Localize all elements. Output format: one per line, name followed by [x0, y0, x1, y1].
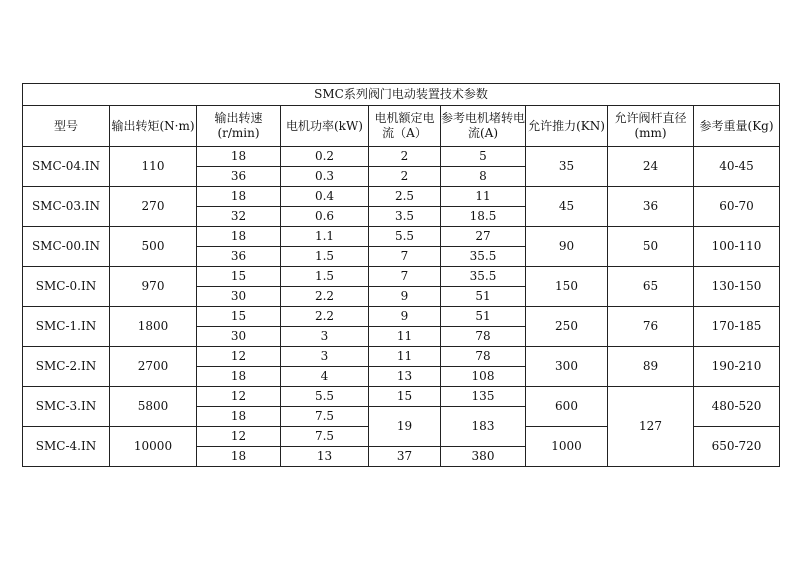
thrust-cell: 600 — [526, 387, 608, 427]
stall-current-cell: 78 — [441, 327, 526, 347]
rated-current-cell: 5.5 — [369, 227, 441, 247]
rated-current-cell: 7 — [369, 267, 441, 287]
stall-current-cell: 18.5 — [441, 207, 526, 227]
speed-cell: 30 — [197, 287, 281, 307]
model-cell: SMC-2.IN — [23, 347, 110, 387]
thrust-cell: 45 — [526, 187, 608, 227]
header-torque: 输出转矩(N·m) — [110, 106, 197, 147]
power-cell: 0.2 — [281, 147, 369, 167]
rated-current-cell: 2 — [369, 167, 441, 187]
rated-current-cell: 13 — [369, 367, 441, 387]
power-cell: 1.5 — [281, 267, 369, 287]
table-row — [23, 187, 780, 207]
stem-cell: 76 — [608, 307, 694, 347]
rated-current-cell: 3.5 — [369, 207, 441, 227]
power-cell: 1.1 — [281, 227, 369, 247]
stall-current-cell: 108 — [441, 367, 526, 387]
thrust-cell: 35 — [526, 147, 608, 187]
header-rated-current: 电机额定电流（A） — [369, 106, 441, 147]
weight-cell: 60-70 — [694, 187, 780, 227]
speed-cell: 32 — [197, 207, 281, 227]
header-power: 电机功率(kW) — [281, 106, 369, 147]
model-cell: SMC-03.IN — [23, 187, 110, 227]
model-cell: SMC-3.IN — [23, 387, 110, 427]
speed-cell: 18 — [197, 227, 281, 247]
speed-cell: 15 — [197, 307, 281, 327]
table-row — [23, 227, 780, 247]
rated-current-cell: 7 — [369, 247, 441, 267]
header-stem-diameter: 允许阀杆直径(mm) — [608, 106, 694, 147]
rated-current-cell: 2.5 — [369, 187, 441, 207]
spec-table — [22, 83, 780, 467]
thrust-cell: 300 — [526, 347, 608, 387]
header-weight: 参考重量(Kg) — [694, 106, 780, 147]
speed-cell: 15 — [197, 267, 281, 287]
power-cell: 0.4 — [281, 187, 369, 207]
speed-cell: 18 — [197, 367, 281, 387]
speed-cell: 36 — [197, 247, 281, 267]
thrust-cell: 90 — [526, 227, 608, 267]
header-row — [23, 106, 780, 147]
thrust-cell: 1000 — [526, 427, 608, 467]
rated-current-cell: 19 — [369, 407, 441, 447]
rated-current-cell: 15 — [369, 387, 441, 407]
torque-cell: 10000 — [110, 427, 197, 467]
torque-cell: 270 — [110, 187, 197, 227]
table-title: SMC系列阀门电动装置技术参数 — [23, 84, 780, 106]
table-row — [23, 387, 780, 407]
speed-cell: 12 — [197, 427, 281, 447]
stall-current-cell: 11 — [441, 187, 526, 207]
weight-cell: 170-185 — [694, 307, 780, 347]
stem-cell: 65 — [608, 267, 694, 307]
speed-cell: 18 — [197, 187, 281, 207]
torque-cell: 970 — [110, 267, 197, 307]
speed-cell: 30 — [197, 327, 281, 347]
power-cell: 7.5 — [281, 427, 369, 447]
header-thrust: 允许推力(KN) — [526, 106, 608, 147]
torque-cell: 500 — [110, 227, 197, 267]
torque-cell: 5800 — [110, 387, 197, 427]
table-row — [23, 307, 780, 327]
table-row — [23, 347, 780, 367]
weight-cell: 190-210 — [694, 347, 780, 387]
header-speed: 输出转速(r/min) — [197, 106, 281, 147]
power-cell: 5.5 — [281, 387, 369, 407]
stall-current-cell: 27 — [441, 227, 526, 247]
speed-cell: 12 — [197, 347, 281, 367]
weight-cell: 480-520 — [694, 387, 780, 427]
stall-current-cell: 135 — [441, 387, 526, 407]
power-cell: 13 — [281, 447, 369, 467]
weight-cell: 130-150 — [694, 267, 780, 307]
speed-cell: 18 — [197, 147, 281, 167]
speed-cell: 12 — [197, 387, 281, 407]
header-stall-current: 参考电机堵转电流(A) — [441, 106, 526, 147]
power-cell: 2.2 — [281, 287, 369, 307]
stem-cell: 36 — [608, 187, 694, 227]
model-cell: SMC-4.IN — [23, 427, 110, 467]
power-cell: 0.3 — [281, 167, 369, 187]
stall-current-cell: 78 — [441, 347, 526, 367]
torque-cell: 110 — [110, 147, 197, 187]
power-cell: 3 — [281, 327, 369, 347]
stem-cell: 89 — [608, 347, 694, 387]
power-cell: 1.5 — [281, 247, 369, 267]
rated-current-cell: 9 — [369, 287, 441, 307]
torque-cell: 2700 — [110, 347, 197, 387]
stall-current-cell: 5 — [441, 147, 526, 167]
torque-cell: 1800 — [110, 307, 197, 347]
thrust-cell: 150 — [526, 267, 608, 307]
stem-cell: 50 — [608, 227, 694, 267]
header-model: 型号 — [23, 106, 110, 147]
stall-current-cell: 35.5 — [441, 247, 526, 267]
thrust-cell: 250 — [526, 307, 608, 347]
stem-cell: 127 — [608, 387, 694, 467]
stall-current-cell: 183 — [441, 407, 526, 447]
table-row — [23, 147, 780, 167]
model-cell: SMC-1.IN — [23, 307, 110, 347]
rated-current-cell: 37 — [369, 447, 441, 467]
stall-current-cell: 8 — [441, 167, 526, 187]
stem-cell: 24 — [608, 147, 694, 187]
speed-cell: 18 — [197, 407, 281, 427]
power-cell: 4 — [281, 367, 369, 387]
speed-cell: 18 — [197, 447, 281, 467]
model-cell: SMC-00.IN — [23, 227, 110, 267]
stall-current-cell: 51 — [441, 307, 526, 327]
weight-cell: 40-45 — [694, 147, 780, 187]
power-cell: 3 — [281, 347, 369, 367]
power-cell: 7.5 — [281, 407, 369, 427]
rated-current-cell: 2 — [369, 147, 441, 167]
speed-cell: 36 — [197, 167, 281, 187]
rated-current-cell: 11 — [369, 347, 441, 367]
model-cell: SMC-0.IN — [23, 267, 110, 307]
stall-current-cell: 35.5 — [441, 267, 526, 287]
stall-current-cell: 380 — [441, 447, 526, 467]
rated-current-cell: 11 — [369, 327, 441, 347]
weight-cell: 100-110 — [694, 227, 780, 267]
stall-current-cell: 51 — [441, 287, 526, 307]
rated-current-cell: 9 — [369, 307, 441, 327]
weight-cell: 650-720 — [694, 427, 780, 467]
table-row — [23, 267, 780, 287]
model-cell: SMC-04.IN — [23, 147, 110, 187]
power-cell: 0.6 — [281, 207, 369, 227]
power-cell: 2.2 — [281, 307, 369, 327]
